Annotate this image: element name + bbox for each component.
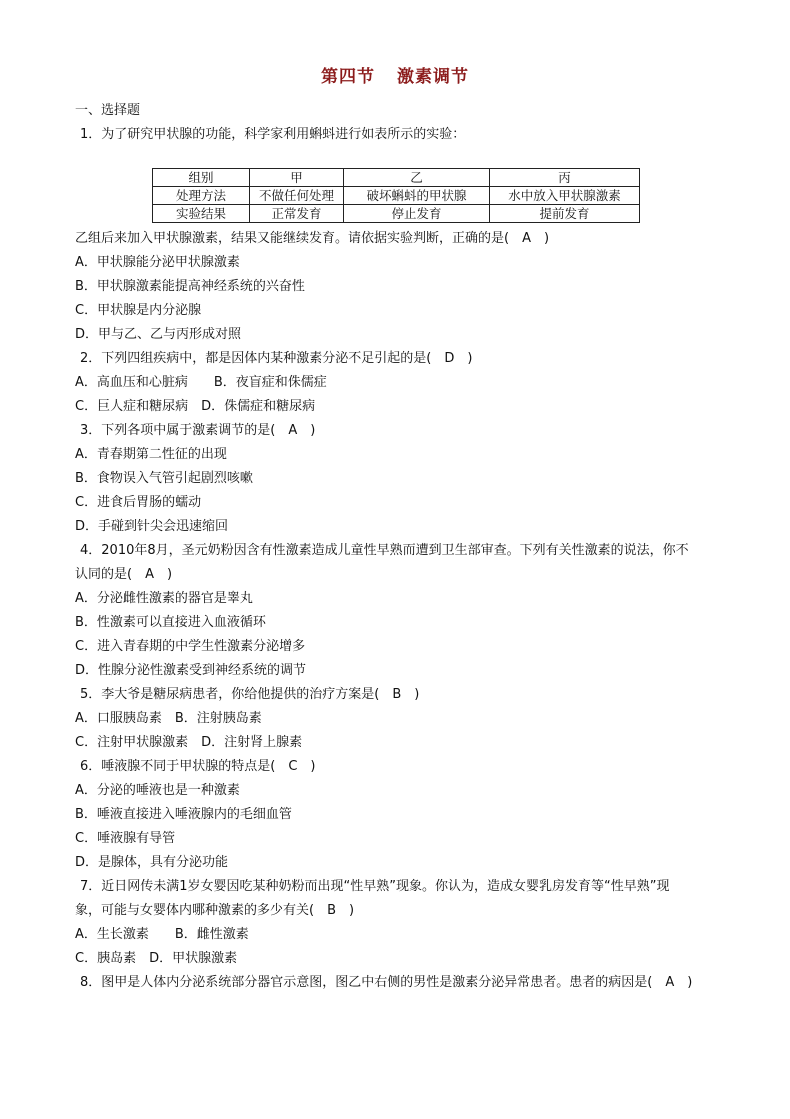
question-3-option: C．进食后胃肠的蠕动 xyxy=(75,495,202,510)
table-cell: 正常发育 xyxy=(250,205,344,223)
question-5-stem: 5．李大爷是糖尿病患者，你给他提供的治疗方案是( B ) xyxy=(80,687,420,702)
table-cell: 乙 xyxy=(344,169,490,187)
table-row xyxy=(153,187,640,205)
table-cell: 组别 xyxy=(153,169,250,187)
question-3-option: D．手碰到针尖会迅速缩回 xyxy=(75,519,229,534)
question-6-option: A．分泌的唾液也是一种激素 xyxy=(75,783,240,798)
table-header-row xyxy=(153,169,640,187)
question-4-stem-cont: 认同的是( A ) xyxy=(75,567,173,582)
question-7-stem: 7．近日网传未满1岁女婴因吃某种奶粉而出现“性早熟”现象。你认为，造成女婴乳房发育等“性早熟”现 xyxy=(80,879,670,894)
table-cell: 停止发育 xyxy=(344,205,490,223)
table-cell: 处理方法 xyxy=(153,187,250,205)
table-cell: 水中放入甲状腺激素 xyxy=(490,187,640,205)
question-4-option: B．性激素可以直接进入血液循环 xyxy=(75,615,266,630)
table-cell: 甲 xyxy=(250,169,344,187)
question-1-option: D．甲与乙、乙与丙形成对照 xyxy=(75,327,242,342)
question-4-stem: 4．2010年8月，圣元奶粉因含有性激素造成儿童性早熟而遭到卫生部审查。下列有关性激素的说法，你不 xyxy=(80,543,689,558)
question-6-stem: 6．唾液腺不同于甲状腺的特点是( C ) xyxy=(80,759,316,774)
question-1-option: C．甲状腺是内分泌腺 xyxy=(75,303,202,318)
table-cell: 破坏蝌蚪的甲状腺 xyxy=(344,187,490,205)
section-subtitle: 激素调节 xyxy=(397,67,469,87)
question-5-option: C．注射甲状腺激素 D．注射肾上腺素 xyxy=(75,735,303,750)
question-6-option: C．唾液腺有导管 xyxy=(75,831,176,846)
question-2-option: A．高血压和心脏病 B．夜盲症和侏儒症 xyxy=(75,375,327,390)
question-1-option: A．甲状腺能分泌甲状腺激素 xyxy=(75,255,240,270)
question-7-stem-cont: 象，可能与女婴体内哪种激素的多少有关( B ) xyxy=(75,903,355,918)
table-cell: 不做任何处理 xyxy=(250,187,344,205)
table-cell: 实验结果 xyxy=(153,205,250,223)
table-cell: 提前发育 xyxy=(490,205,640,223)
question-6-option: D．是腺体，具有分泌功能 xyxy=(75,855,229,870)
question-2-stem: 2．下列四组疾病中，都是因体内某种激素分泌不足引起的是( D ) xyxy=(80,351,473,366)
question-4-option: C．进入青春期的中学生性激素分泌增多 xyxy=(75,639,306,654)
experiment-table xyxy=(152,168,640,223)
question-1-continuation: 乙组后来加入甲状腺激素，结果又能继续发育。请依据实验判断，正确的是( A ) xyxy=(75,231,550,246)
question-2-option: C．巨人症和糖尿病 D．侏儒症和糖尿病 xyxy=(75,399,316,414)
question-3-stem: 3．下列各项中属于激素调节的是( A ) xyxy=(80,423,316,438)
question-3-option: B．食物误入气管引起剧烈咳嗽 xyxy=(75,471,253,486)
question-7-option: C．胰岛素 D．甲状腺激素 xyxy=(75,951,238,966)
page-title xyxy=(0,62,790,87)
section-title: 第四节 xyxy=(321,67,375,87)
question-1-option: B．甲状腺激素能提高神经系统的兴奋性 xyxy=(75,279,305,294)
question-6-option: B．唾液直接进入唾液腺内的毛细血管 xyxy=(75,807,292,822)
section-heading: 一、选择题 xyxy=(75,103,141,118)
question-5-option: A．口服胰岛素 B．注射胰岛素 xyxy=(75,711,262,726)
table-row xyxy=(153,205,640,223)
question-4-option: D．性腺分泌性激素受到神经系统的调节 xyxy=(75,663,307,678)
question-3-option: A．青春期第二性征的出现 xyxy=(75,447,227,462)
question-4-option: A．分泌雌性激素的器官是睾丸 xyxy=(75,591,253,606)
question-8-stem: 8．图甲是人体内分泌系统部分器官示意图，图乙中右侧的男性是激素分泌异常患者。患者的病因是( A ) xyxy=(80,975,693,990)
table-cell: 丙 xyxy=(490,169,640,187)
question-7-option: A．生长激素 B．雌性激素 xyxy=(75,927,249,942)
question-1-stem: 1．为了研究甲状腺的功能，科学家利用蝌蚪进行如表所示的实验： xyxy=(80,127,466,142)
